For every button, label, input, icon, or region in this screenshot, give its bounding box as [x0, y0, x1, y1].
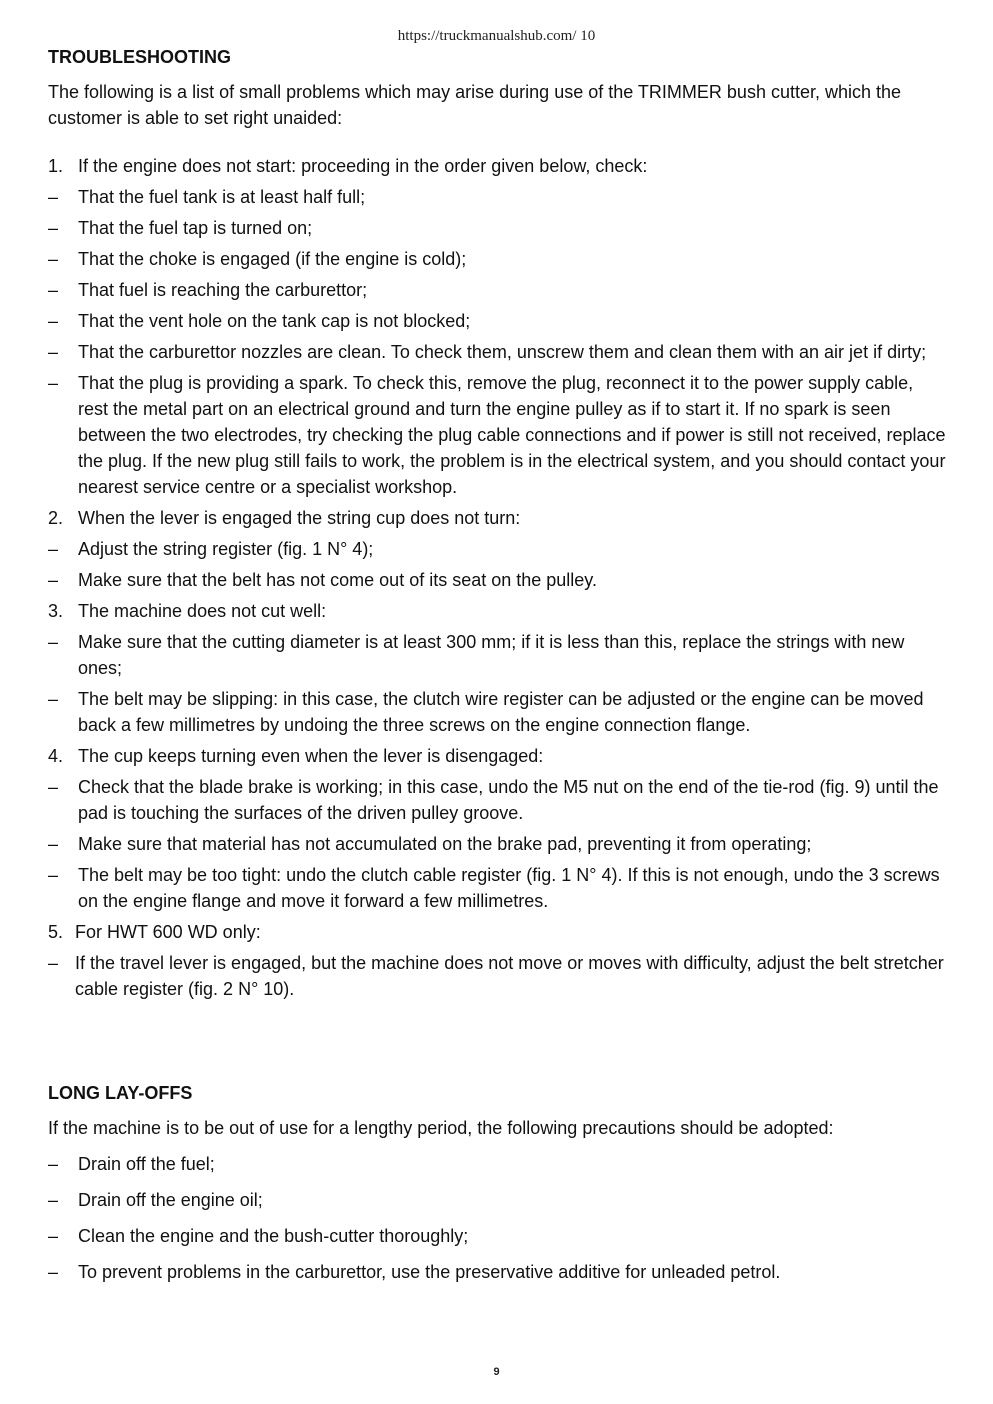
check-item — [48, 831, 948, 857]
list-number: 4. — [48, 746, 64, 766]
check-text: The belt may be slipping: in this case, the clutch wire register can be adjusted or the engine can be moved back a few millimetres by undoing the three screws on the engine connection flange. — [78, 689, 924, 735]
dash-marker: – — [48, 1154, 59, 1174]
dash-marker: – — [48, 953, 59, 973]
precaution-text: Clean the engine and the bush-cutter thoroughly; — [78, 1226, 469, 1246]
problem-item-3 — [48, 598, 948, 624]
dash-marker: – — [48, 865, 59, 885]
check-text: That fuel is reaching the carburettor; — [78, 280, 368, 300]
check-item — [48, 629, 948, 681]
dash-marker: – — [48, 342, 59, 362]
check-text: Make sure that the belt has not come out of its seat on the pulley. — [78, 570, 597, 590]
dash-marker: – — [48, 632, 59, 652]
check-text: That the plug is providing a spark. To check this, remove the plug, reconnect it to the power supply cable, rest the metal part on an electrical ground and turn the engine pulley as if to start it. If no spark is seen between the two electrodes, try checking the plug cable connections and if power is still not received, replace the plug. If the new plug still fails to work, the problem is in the electrical system, and you should contact your nearest service centre or a specialist workshop. — [78, 373, 946, 497]
check-item — [48, 567, 948, 593]
layoffs-intro: If the machine is to be out of use for a lengthy period, the following precautions should be adopted: — [48, 1118, 834, 1138]
precaution-item — [48, 1187, 948, 1213]
check-text: That the fuel tap is turned on; — [78, 218, 313, 238]
troubleshooting-list — [48, 153, 948, 1002]
check-text: Adjust the string register (fig. 1 N° 4); — [78, 539, 374, 559]
dash-marker: – — [48, 311, 59, 331]
check-item — [48, 774, 948, 826]
dash-marker: – — [48, 834, 59, 854]
problem-text: If the engine does not start: proceeding in the order given below, check: — [78, 156, 648, 176]
troubleshooting-intro: The following is a list of small problems which may arise during use of the TRIMMER bush cutter, which the customer is able to set right unaided: — [48, 82, 902, 128]
check-item — [48, 536, 948, 562]
check-item — [48, 950, 948, 1002]
check-text: Make sure that the cutting diameter is at least 300 mm; if it is less than this, replace the strings with new ones; — [78, 632, 905, 678]
check-text: If the travel lever is engaged, but the machine does not move or moves with difficulty, adjust the belt stretcher cable register (fig. 2 N° 10). — [75, 953, 944, 999]
dash-marker: – — [48, 689, 59, 709]
problem-item-4 — [48, 743, 948, 769]
precaution-item — [48, 1259, 948, 1285]
dash-marker: – — [48, 280, 59, 300]
list-number: 3. — [48, 601, 64, 621]
dash-marker: – — [48, 373, 59, 393]
layoffs-section — [48, 1081, 948, 1285]
precaution-text: To prevent problems in the carburettor, use the preservative additive for unleaded petrol. — [78, 1262, 781, 1282]
precaution-item — [48, 1151, 948, 1177]
check-text: Check that the blade brake is working; in this case, undo the M5 nut on the end of the tie-rod (fig. 9) until the pad is touching the surfaces of the driven pulley groove. — [78, 777, 939, 823]
header-url: https://truckmanualshub.com/ 10 — [397, 28, 596, 44]
check-item — [48, 370, 948, 500]
check-text: Make sure that material has not accumulated on the brake pad, preventing it from operating; — [78, 834, 812, 854]
check-item — [48, 339, 948, 365]
dash-marker: – — [48, 539, 59, 559]
precaution-item — [48, 1223, 948, 1249]
dash-marker: – — [48, 187, 59, 207]
check-text: The belt may be too tight: undo the clutch cable register (fig. 1 N° 4). If this is not enough, undo the 3 screws on the engine flange and move it forward a few millimetres. — [78, 865, 940, 911]
check-text: That the fuel tank is at least half full; — [78, 187, 366, 207]
dash-marker: – — [48, 249, 59, 269]
check-item — [48, 862, 948, 914]
page-number: 9 — [493, 1366, 500, 1378]
check-text: That the carburettor nozzles are clean. To check them, unscrew them and clean them with an air jet if dirty; — [78, 342, 927, 362]
problem-item-1 — [48, 153, 948, 179]
problem-item-2 — [48, 505, 948, 531]
dash-marker: – — [48, 1190, 59, 1210]
list-number: 5. — [48, 922, 64, 942]
check-item — [48, 308, 948, 334]
layoffs-list — [48, 1151, 948, 1285]
check-item — [48, 184, 948, 210]
check-item — [48, 215, 948, 241]
dash-marker: – — [48, 1226, 59, 1246]
precaution-text: Drain off the fuel; — [78, 1154, 215, 1174]
check-item — [48, 277, 948, 303]
check-item — [48, 246, 948, 272]
check-item — [48, 686, 948, 738]
dash-marker: – — [48, 777, 59, 797]
problem-text: The machine does not cut well: — [78, 601, 327, 621]
troubleshooting-heading: TROUBLESHOOTING — [48, 47, 231, 67]
list-number: 1. — [48, 156, 64, 176]
list-number: 2. — [48, 508, 64, 528]
dash-marker: – — [48, 1262, 59, 1282]
check-text: That the vent hole on the tank cap is not blocked; — [78, 311, 471, 331]
problem-text: For HWT 600 WD only: — [75, 922, 261, 942]
dash-marker: – — [48, 570, 59, 590]
problem-item-5 — [48, 919, 948, 945]
precaution-text: Drain off the engine oil; — [78, 1190, 263, 1210]
problem-text: The cup keeps turning even when the lever is disengaged: — [78, 746, 544, 766]
problem-text: When the lever is engaged the string cup does not turn: — [78, 508, 521, 528]
layoffs-heading: LONG LAY-OFFS — [48, 1083, 193, 1103]
dash-marker: – — [48, 218, 59, 238]
check-text: That the choke is engaged (if the engine is cold); — [78, 249, 467, 269]
troubleshooting-section — [48, 45, 948, 1002]
